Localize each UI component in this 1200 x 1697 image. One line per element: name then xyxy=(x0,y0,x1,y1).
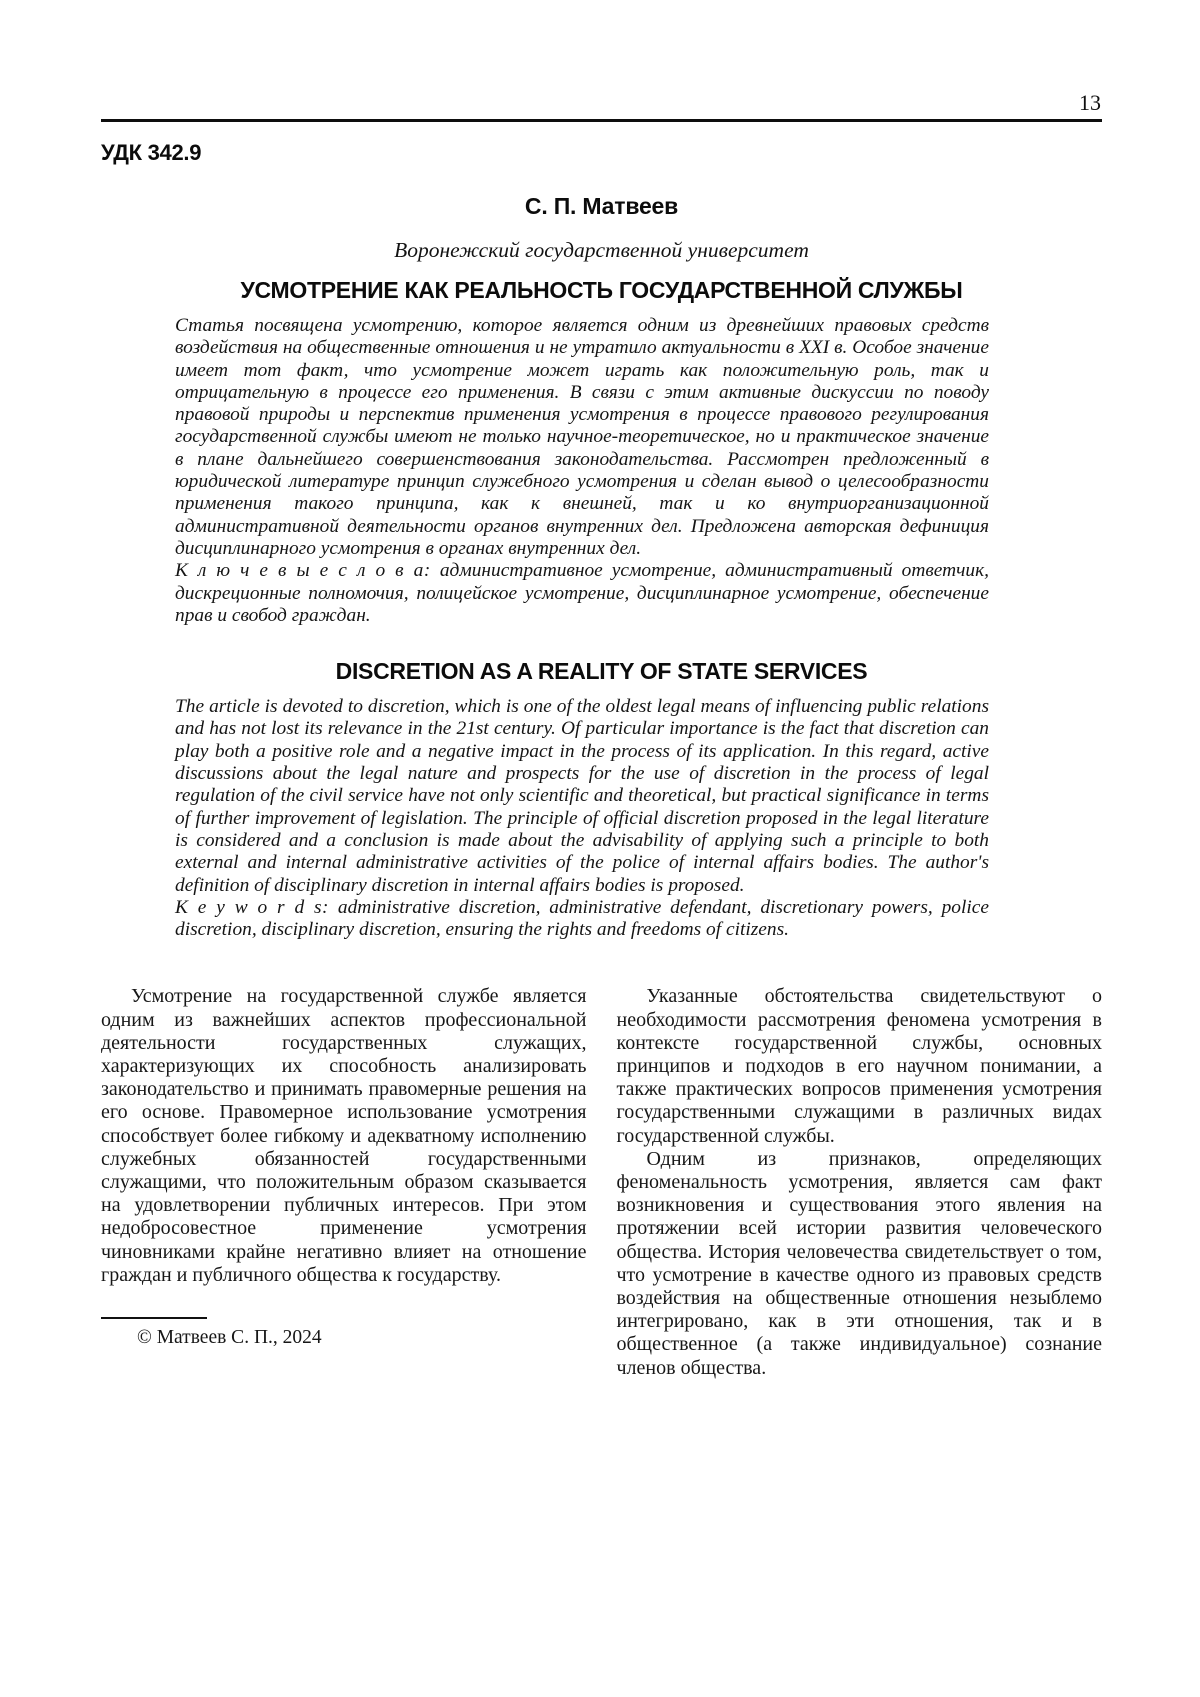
keywords-en-text: administrative discretion, administrative defendant, discretionary powers, police discretion, disciplinary discretion, ensuring the rights and freedoms of citizens. xyxy=(175,896,989,941)
body-paragraph-right-1: Указанные обстоятельства свидетельствуют о необходимости рассмотрения феномена усмотрения в контексте государственной службы, основных принципов и подходов в его научном понимании, а также практических вопросов применения усмотрения государственными служащими в различных видах государственной службы. xyxy=(616,985,1102,1147)
abstract-en-text: The article is devoted to discretion, which is one of the oldest legal means of influencing public relations and has not lost its relevance in the 21st century. Of particular importance is the fact that discretion can play both a positive role and a negative impact in the process of its application. In this regard, active discussions about the legal nature and prospects for the use of discretion in the process of legal regulation of the civil service have not only scientific and theoretical, but practical significance in terms of further improvement of legislation. The principle of official discretion proposed in the legal literature is considered and a conclusion is made about the advisability of applying such a principle to both external and internal administrative activities of the police of internal affairs bodies. The author's definition of disciplinary discretion in internal affairs bodies is proposed. xyxy=(175,696,989,896)
keywords-ru-text: административное усмотрение, административный ответчик, дискреционные полномочия, полицейское усмотрение, дисциплинарное усмотрение, обеспечение прав и свобод граждан. xyxy=(175,560,989,626)
keywords-en xyxy=(175,897,989,942)
abstract-ru-block xyxy=(175,315,989,627)
body-paragraph-left-1: Усмотрение на государственной службе является одним из важнейших аспектов профессиональной деятельности государственных служащих, характеризующих их способность анализировать законодательство и принимать правомерные решения на его основе. Правомерное использование усмотрения способствует более гибкому и адекватному исполнению служебных обязанностей государственными служащими, что положительным образом сказывается на удовлетворении публичных интересов. При этом недобросовестное применение усмотрения чиновниками крайне негативно влияет на отношение граждан и публичного общества к государству. xyxy=(101,985,587,1286)
keywords-en-label: K e y w o r d s: xyxy=(175,896,330,918)
author-name: С. П. Матвеев xyxy=(524,193,679,219)
right-column xyxy=(617,985,1103,1379)
keywords-ru xyxy=(175,560,989,627)
page-number: 13 xyxy=(1079,90,1101,115)
copyright-text: © Матвеев С. П., 2024 xyxy=(137,1327,322,1349)
abstract-en-block xyxy=(175,696,989,941)
keywords-ru-label: К л ю ч е в ы е с л о в а: xyxy=(175,560,431,582)
left-column xyxy=(101,985,587,1379)
footnote-rule xyxy=(101,1317,207,1319)
affiliation: Воронежский государственной университет xyxy=(394,238,809,262)
header-rule xyxy=(101,119,1102,122)
copyright-note xyxy=(101,1317,587,1349)
article-title-en: DISCRETION AS A REALITY OF STATE SERVICES xyxy=(335,658,868,685)
udc-code: УДК 342.9 xyxy=(101,140,202,165)
abstract-ru-text: Статья посвящена усмотрению, которое является одним из древнейших правовых средств воздействия на общественные отношения и не утратило актуальности в XXI в. Особое значение имеет тот факт, что усмотрение может играть как положительную роль, так и отрицательную в процессе его применения. В связи с этим активные дискуссии по поводу правовой природы и перспектив применения усмотрения в процессе правового регулирования государственной службы имеют не только научное-теоретическое, но и практическое значение в плане дальнейшего совершенствования законодательства. Рассмотрен предложенный в юридической литературе принцип служебного усмотрения и сделан вывод о целесообразности применения такого принципа, как к внешней, так и ко внутриорганизационной административной деятельности органов внутренних дел. Предложена авторская дефиниция дисциплинарного усмотрения в органах внутренних дел. xyxy=(175,315,989,559)
body-columns xyxy=(101,985,1102,1379)
article-title-ru: УСМОТРЕНИЕ КАК РЕАЛЬНОСТЬ ГОСУДАРСТВЕННОЙ СЛУЖБЫ xyxy=(240,277,963,303)
body-paragraph-right-2: Одним из признаков, определяющих феноменальность усмотрения, является сам факт возникновения и существования этого явления на протяжении всей истории развития человеческого общества. История человечества свидетельствует о том, что усмотрение в качестве одного из правовых средств воздействия на общественные отношения незыблемо интегрировано, как в эти отношения, так и в общественное (а также индивидуальное) сознание членов общества. xyxy=(616,1147,1102,1379)
